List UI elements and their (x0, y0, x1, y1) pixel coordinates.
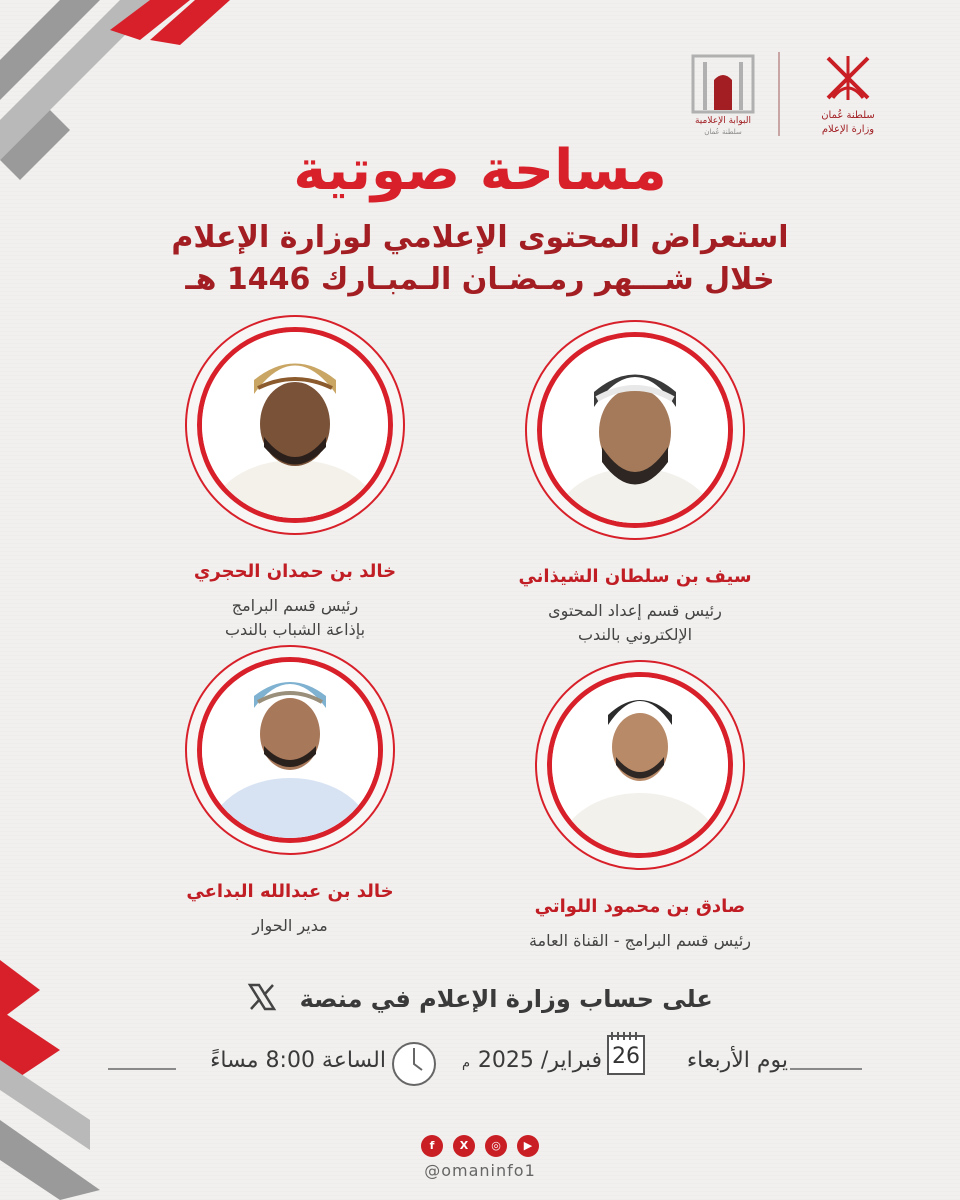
media-portal-label: البوابة الإعلامية (694, 116, 752, 126)
divider-line (108, 1068, 176, 1070)
time-label: الساعة 8:00 مساءً (210, 1048, 386, 1073)
speaker-role: الإلكتروني بالندب (577, 625, 693, 644)
speaker-portrait (525, 320, 745, 540)
page-title: مساحة صوتية (293, 138, 667, 203)
media-portal-logo (678, 48, 768, 148)
speaker-card (490, 660, 790, 953)
ministry-sublabel: وزارة الإعلام (821, 124, 875, 135)
speaker-role: رئيس قسم إعداد المحتوى (548, 601, 722, 620)
day-label: يوم الأربعاء (686, 1048, 788, 1073)
x-logo-icon (247, 982, 277, 1018)
speaker-role: رئيس قسم البرامج (231, 596, 359, 615)
calendar-day: 26 (612, 1044, 640, 1069)
speaker-name: خالد بن عبدالله البداعي (186, 881, 394, 902)
speaker-role: مدير الحوار (252, 916, 328, 935)
ministry-label: سلطنة عُمان (821, 110, 875, 121)
divider-line (790, 1068, 862, 1070)
speaker-portrait (185, 645, 395, 855)
speaker-name: صادق بن محمود اللواتي (534, 896, 746, 917)
instagram-icon[interactable]: ◎ (485, 1135, 507, 1157)
platform-text: على حساب وزارة الإعلام في منصة (299, 985, 713, 1013)
logo-divider (778, 52, 780, 136)
event-date-row (0, 1040, 960, 1096)
person-silhouette-icon (552, 677, 728, 853)
calendar-icon (606, 1030, 646, 1076)
clock-icon (390, 1040, 438, 1088)
youtube-icon[interactable]: ▶ (517, 1135, 539, 1157)
subtitle-line-2: خلال شـــهر رمـضـان الـمبـارك 1446 هـ (185, 262, 775, 297)
social-handle: @omaninfo1 (424, 1161, 536, 1180)
platform-line (0, 982, 960, 1018)
person-silhouette-icon (202, 662, 378, 838)
speaker-role: رئيس قسم البرامج - القناة العامة (528, 931, 752, 950)
speaker-portrait (185, 315, 405, 535)
speaker-card (140, 645, 440, 938)
footer (0, 1134, 960, 1180)
speaker-name: سيف بن سلطان الشيذاني (518, 566, 752, 587)
x-icon[interactable]: X (453, 1135, 475, 1157)
subtitle-line-1: استعراض المحتوى الإعلامي لوزارة الإعلام (171, 220, 789, 255)
era-label: م (461, 1056, 470, 1071)
speaker-card (145, 315, 445, 642)
month-year: فبراير/ 2025 (477, 1048, 602, 1073)
speaker-name: خالد بن حمدان الحجري (193, 561, 397, 582)
facebook-icon[interactable]: f (421, 1135, 443, 1157)
media-portal-sublabel: سلطنة عُمان (704, 128, 742, 136)
ministry-logo (798, 48, 898, 148)
social-icons (421, 1135, 539, 1157)
person-silhouette-icon (202, 332, 388, 518)
person-silhouette-icon (542, 337, 728, 523)
speaker-card (485, 320, 785, 647)
speaker-role: بإذاعة الشباب بالندب (224, 620, 366, 639)
speaker-portrait (535, 660, 745, 870)
